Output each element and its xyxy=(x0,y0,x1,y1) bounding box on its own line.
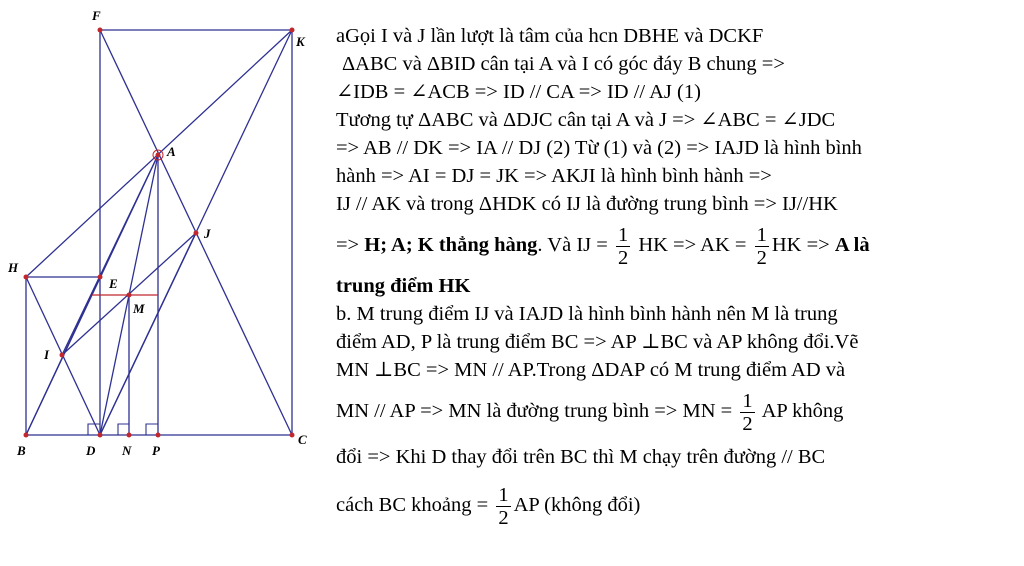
segment-IA xyxy=(62,155,158,355)
fraction-half xyxy=(616,224,630,269)
label-E: E xyxy=(109,276,118,291)
text-segment: AP không xyxy=(757,400,844,422)
fraction-numerator: 1 xyxy=(498,483,509,506)
solution-line-4: Tương tự ΔABC và ΔDJC cân tại A và J => ∠ABC = ∠JDC xyxy=(336,109,836,131)
solution-line-1: aGọi I và J lần lượt là tâm của hcn DBHE và DCKF xyxy=(336,25,764,47)
solution-line-11: điểm AD, P là trung điểm BC => AP ⊥BC và AP không đổi.Vẽ xyxy=(336,331,859,353)
solution-line-15 xyxy=(336,476,1016,534)
text-segment: cách BC khoảng = xyxy=(336,494,494,516)
fraction-denominator: 2 xyxy=(498,506,509,529)
fraction-half xyxy=(755,224,769,269)
solution-line-6: hành => AI = DJ = JK => AKJI là hình bình hành => xyxy=(336,165,772,187)
point-P xyxy=(156,433,161,438)
point-B xyxy=(24,433,29,438)
label-J: J xyxy=(204,226,211,241)
label-D: D xyxy=(86,443,96,458)
fraction-denominator: 2 xyxy=(742,412,753,435)
fraction-half xyxy=(496,484,510,529)
segment-DJ xyxy=(100,233,196,435)
solution-line-2: ΔABC và ΔBID cân tại A và I có góc đáy B chung => xyxy=(342,53,785,75)
point-A xyxy=(156,153,161,158)
point-F xyxy=(98,28,103,33)
solution-line-8 xyxy=(336,218,1016,272)
label-A: A xyxy=(167,144,176,159)
point-H xyxy=(24,275,29,280)
bold-conclusion-3: trung điểm HK xyxy=(336,275,471,297)
text-segment: AP (không đổi) xyxy=(513,494,641,516)
label-B: B xyxy=(17,443,26,458)
fraction-half xyxy=(740,390,754,435)
label-C: C xyxy=(298,432,307,447)
text-segment: . Và IJ = xyxy=(537,234,613,256)
label-M: M xyxy=(133,301,145,316)
solution-line-14: đổi => Khi D thay đổi trên BC thì M chạy trên đường // BC xyxy=(336,446,826,468)
fraction-denominator: 2 xyxy=(617,246,629,269)
point-M xyxy=(127,293,132,298)
label-F: F xyxy=(92,8,101,23)
point-J xyxy=(194,231,199,236)
text-segment: HK => AK = xyxy=(633,234,752,256)
fraction-denominator: 2 xyxy=(756,246,767,269)
point-C xyxy=(290,433,295,438)
point-N xyxy=(127,433,132,438)
label-K: K xyxy=(296,34,305,49)
fraction-numerator: 1 xyxy=(756,223,767,246)
fraction-numerator: 1 xyxy=(617,223,629,246)
text-segment: => xyxy=(336,234,365,256)
text-segment: HK => xyxy=(771,234,835,256)
label-H: H xyxy=(8,260,19,275)
geometry-figure xyxy=(0,0,330,566)
solution-text xyxy=(336,22,1016,534)
bold-conclusion-1: H; A; K thẳng hàng xyxy=(364,234,538,256)
fraction-numerator: 1 xyxy=(742,389,753,412)
point-E xyxy=(98,275,103,280)
solution-line-13 xyxy=(336,384,1016,438)
label-I: I xyxy=(44,347,50,362)
solution-line-5: => AB // DK => IA // DJ (2) Từ (1) và (2) => IAJD là hình bình xyxy=(336,137,862,159)
solution-line-10: b. M trung điểm IJ và IAJD là hình bình hành nên M là trung xyxy=(336,303,838,325)
point-D xyxy=(98,433,103,438)
solution-line-9 xyxy=(336,272,1016,300)
point-K xyxy=(290,28,295,33)
point-I xyxy=(60,353,65,358)
solution-line-7: IJ // AK và trong ΔHDK có IJ là đường trung bình => IJ//HK xyxy=(336,193,838,215)
label-N: N xyxy=(122,443,132,458)
text-segment: MN // AP => MN là đường trung bình => MN = xyxy=(336,400,738,422)
bold-conclusion-2: A là xyxy=(834,234,870,256)
solution-line-3: ∠IDB = ∠ACB => ID // CA => ID // AJ (1) xyxy=(336,81,701,103)
label-P: P xyxy=(152,443,160,458)
solution-line-12: MN ⊥BC => MN // AP.Trong ΔDAP có M trung điểm AD và xyxy=(336,359,846,381)
